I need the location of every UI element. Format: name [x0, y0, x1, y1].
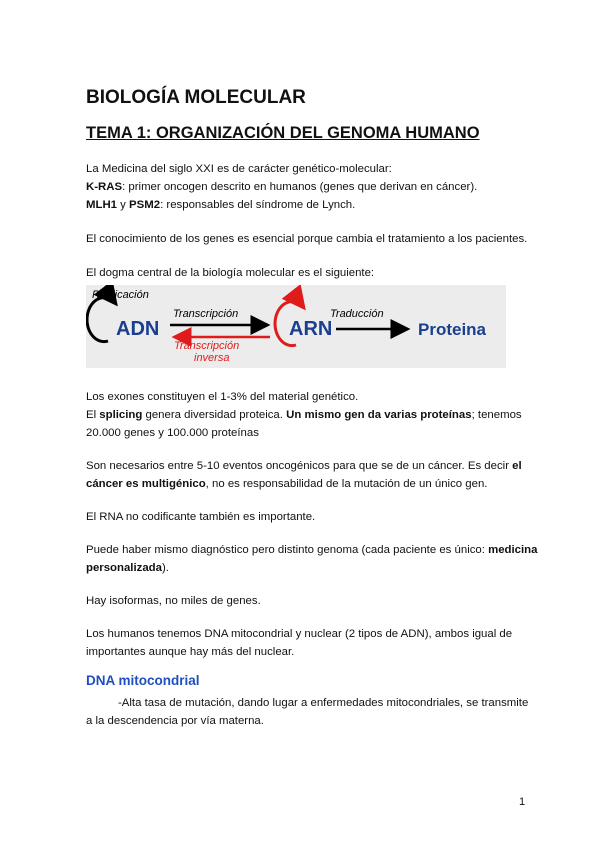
- mito-line-1: -Alta tasa de mutación, dando lugar a enfermedades mitocondriales, se transmite: [118, 697, 529, 709]
- oncogenic-rest: , no es responsabilidad de la mutación de un único gen.: [205, 478, 488, 490]
- kras-line: [86, 178, 477, 196]
- kras-description: : primer oncogen descrito en humanos (genes que derivan en cáncer).: [122, 181, 478, 193]
- splicing-prefix: El: [86, 409, 100, 421]
- oncogenic-el: el: [512, 460, 522, 472]
- diagnostico-line-2: [86, 559, 169, 577]
- diagnostico-line-1: [86, 541, 537, 559]
- mlh1-connector: y: [117, 199, 130, 211]
- transcripcion-inversa-label: Transcripción: [174, 340, 240, 352]
- kras-term: K-RAS: [86, 181, 123, 193]
- lynch-description: : responsables del síndrome de Lynch.: [160, 199, 356, 211]
- document-title: BIOLOGÍA MOLECULAR: [86, 87, 306, 108]
- personalizada-term: personalizada: [86, 562, 162, 574]
- mlh1-line: [86, 196, 355, 214]
- oncogenic-line-1: [86, 457, 522, 475]
- page-number: 1: [519, 796, 526, 808]
- adn-label: ADN: [116, 318, 160, 340]
- intro-line: La Medicina del siglo XXI es de carácter genético-molecular:: [86, 163, 392, 175]
- central-dogma-diagram: [86, 285, 506, 368]
- mlh1-term: MLH1: [86, 199, 118, 211]
- splicing-text: genera diversidad proteica.: [142, 409, 287, 421]
- rna-paragraph: El RNA no codificante también es importante.: [86, 511, 316, 523]
- oncogenic-text: Son necesarios entre 5-10 eventos oncogénicos para que se de un cáncer. Es decir: [86, 460, 513, 472]
- splicing-term: splicing: [99, 409, 143, 421]
- exones-line-1: Los exones constituyen el 1-3% del material genético.: [86, 391, 359, 403]
- exones-line-3: 20.000 genes y 100.000 proteínas: [86, 427, 259, 439]
- diagnostico-end: ).: [161, 562, 169, 574]
- gen-proteinas-term: Un mismo gen da varias proteínas: [286, 409, 472, 421]
- topic-title: TEMA 1: ORGANIZACIÓN DEL GENOMA HUMANO: [86, 124, 480, 142]
- section-heading-dna-mitocondrial: DNA mitocondrial: [86, 673, 200, 688]
- medicina-term: medicina: [488, 544, 538, 556]
- dna-line-2: importantes aunque hay más del nuclear.: [86, 646, 295, 658]
- dna-line-1: Los humanos tenemos DNA mitocondrial y nuclear (2 tipos de ADN), ambos igual de: [86, 628, 513, 640]
- inversa-label: inversa: [194, 352, 230, 364]
- mito-line-2: a la descendencia por vía materna.: [86, 715, 264, 727]
- oncogenic-line-2: [86, 475, 487, 493]
- multigenico-term: cáncer es multigénico: [86, 478, 206, 490]
- exones-line-2: [86, 406, 522, 424]
- psm2-term: PSM2: [129, 199, 161, 211]
- isoformas-paragraph: Hay isoformas, no miles de genes.: [86, 595, 261, 607]
- diagnostico-text: Puede haber mismo diagnóstico pero distinto genoma (cada paciente es único:: [86, 544, 489, 556]
- proteina-label: Proteina: [418, 320, 487, 339]
- arn-label: ARN: [289, 318, 333, 340]
- dogma-paragraph: El dogma central de la biología molecular es el siguiente:: [86, 267, 375, 279]
- replicacion-label: Replicación: [92, 289, 149, 301]
- transcripcion-label: Transcripción: [173, 308, 239, 320]
- traduccion-label: Traducción: [330, 308, 384, 320]
- replication-arrow: [87, 298, 116, 342]
- tenemos-text: ; tenemos: [471, 409, 522, 421]
- genes-paragraph: El conocimiento de los genes es esencial porque cambia el tratamiento a los pacientes.: [86, 233, 528, 245]
